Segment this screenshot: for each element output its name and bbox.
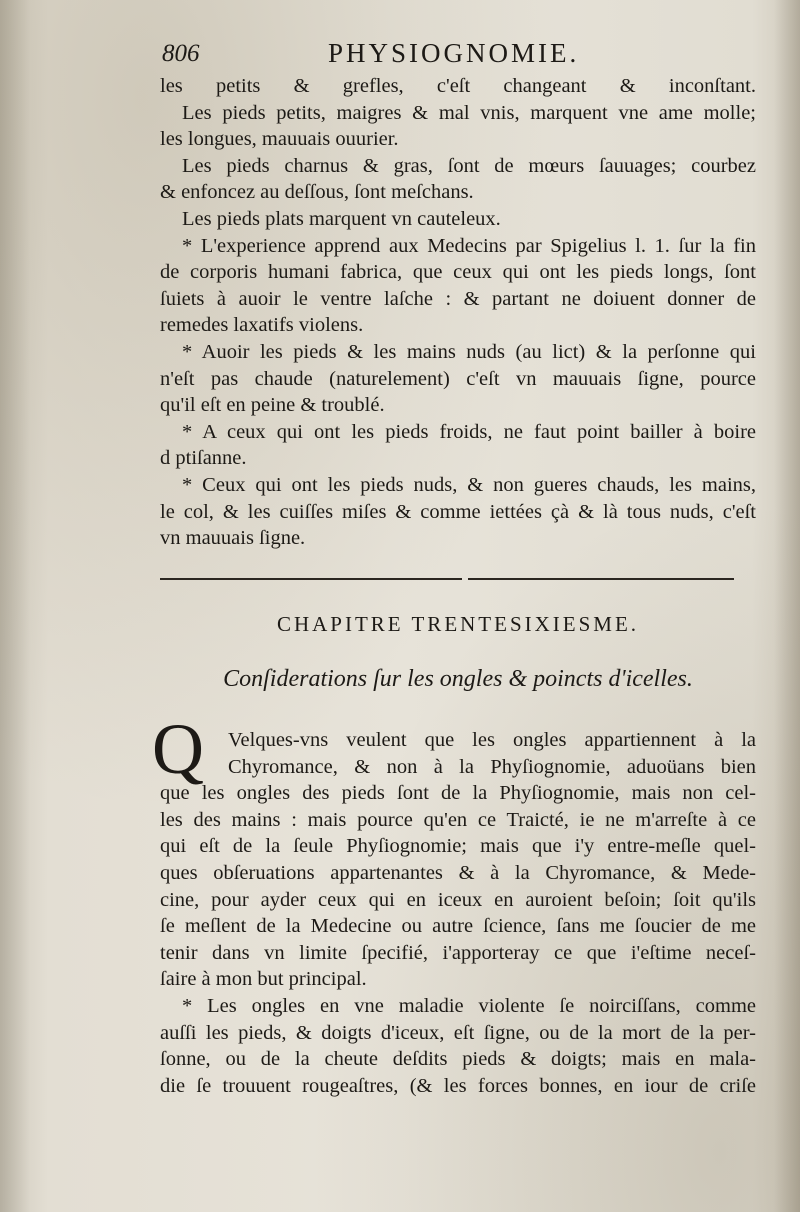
text-line: le col, & les cuiſſes miſes & comme iettées çà & là tous nuds, c'eſt [160, 500, 756, 523]
text-block-bottom [160, 727, 756, 1099]
text-line: les des mains : mais pource qu'en ce Traicté, ie ne m'arreſte à ce [160, 808, 756, 831]
text-line: ſe meſlent de la Medecine ou autre ſcience, ſans me ſoucier de me [160, 915, 756, 938]
text-line: * L'experience apprend aux Medecins par Spigelius l. 1. ſur la fin [182, 234, 756, 257]
text-line: * Les ongles en vne maladie violente ſe noirciſſans, comme [182, 994, 756, 1017]
text-line: qui eſt de la ſeule Phyſiognomie; mais que i'y entre-meſle quel- [160, 835, 756, 858]
text-line: d ptiſanne. [160, 447, 247, 470]
text-line: n'eſt pas chaude (naturelement) c'eſt vn mauuais ſigne, pource [160, 367, 756, 390]
text-line: Velques-vns veulent que les ongles appartiennent à la [228, 729, 756, 751]
chapter-title: CHAPITRE TRENTESIXIESME. [276, 612, 640, 636]
text-line: * A ceux qui ont les pieds froids, ne faut point bailler à boire [182, 420, 756, 443]
text-line: * Auoir les pieds & les mains nuds (au lict) & la perſonne qui [182, 340, 756, 363]
text-line: que les ongles des pieds ſont de la Phyſiognomie, mais non cel- [160, 782, 756, 805]
divider-rule-right [468, 578, 734, 580]
chapter-subtitle: Conſiderations ſur les ongles & poincts d'icelles. [223, 666, 693, 692]
text-line: cine, pour ayder ceux qui en iceux en auroient beſoin; ſoit qu'ils [160, 888, 756, 911]
text-line: qu'il eſt en peine & troublé. [160, 394, 385, 417]
text-line: vn mauuais ſigne. [160, 527, 306, 550]
text-line: ſuiets à auoir le ventre laſche : & partant ne doiuent donner de [160, 287, 756, 310]
page-number: 806 [162, 40, 200, 67]
text-line: Chyromance, & non à la Phyſiognomie, aduoüans bien [228, 755, 756, 778]
text-line: ſaire à mon but principal. [160, 968, 367, 991]
text-block-top [160, 73, 756, 552]
text-line: ques obſeruations appartenantes & à la Chyromance, & Mede- [160, 861, 756, 884]
text-line: Les pieds plats marquent vn cauteleux. [182, 207, 501, 230]
text-line: auſſi les pieds, & doigts d'iceux, eſt ſigne, ou de la mort de la per- [160, 1021, 756, 1044]
text-line: & enfoncez au deſſous, ſont meſchans. [160, 181, 474, 204]
page-edge-shadow [774, 0, 800, 1212]
running-head: PHYSIOGNOMIE. [328, 38, 580, 68]
text-line: ſonne, ou de la cheute deſdits pieds & doigts; mais en mala- [160, 1048, 756, 1071]
text-line: * Ceux qui ont les pieds nuds, & non gueres chauds, les mains, [182, 473, 756, 496]
text-line: die ſe trouuent rougeaſtres, (& les forces bonnes, en iour de criſe [160, 1074, 756, 1097]
text-line: tenir dans vn limite ſpecifié, i'apporteray ce que i'eſtime neceſ- [160, 941, 756, 964]
text-line: de corporis humani fabrica, que ceux qui ont les pieds longs, ſont [160, 261, 756, 284]
page-header [158, 34, 748, 74]
text-line: les longues, mauuais ouurier. [160, 128, 399, 151]
text-line: Les pieds charnus & gras, ſont de mœurs ſauuages; courbez [182, 154, 756, 177]
text-line: Les pieds petits, maigres & mal vnis, marquent vne ame molle; [182, 101, 756, 124]
drop-cap-initial: Q [152, 709, 204, 789]
text-line: les petits & grefles, c'eſt changeant & inconſtant. [160, 75, 756, 97]
divider-rule-left [160, 578, 462, 580]
gutter-shadow [0, 0, 30, 1212]
text-line: remedes laxatifs violens. [160, 314, 364, 337]
